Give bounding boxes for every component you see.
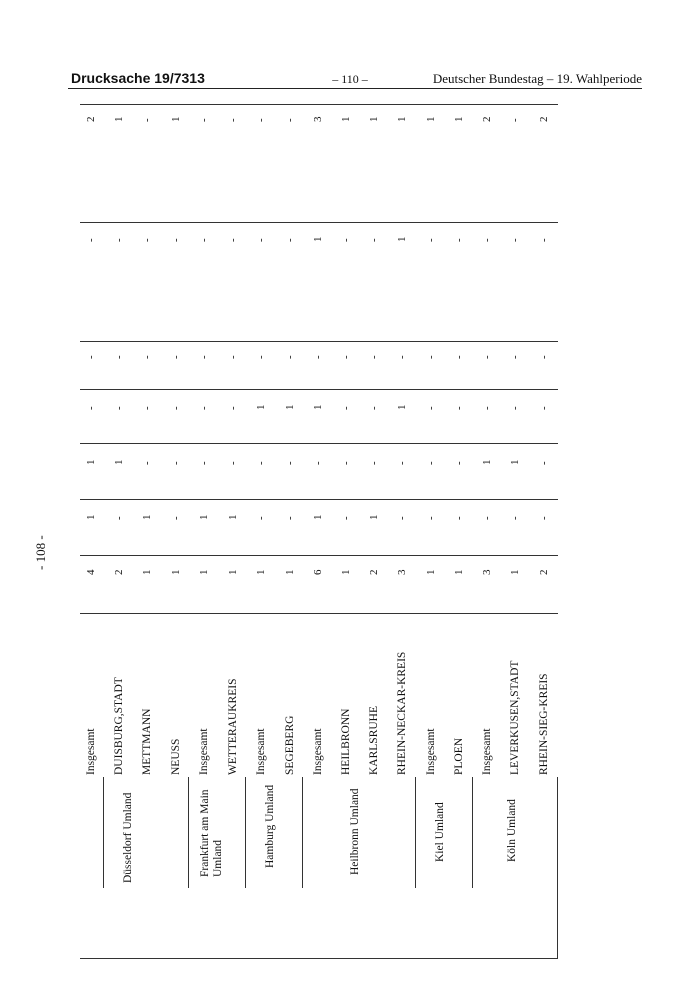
table-cell: 1 — [227, 514, 239, 520]
row-label: Insgesamt — [255, 728, 267, 775]
table-cell: 1 — [396, 116, 408, 122]
table-cell: - — [538, 461, 550, 465]
table-cell: 1 — [368, 116, 380, 122]
row-label: LEVERKUSEN,STADT — [509, 660, 521, 775]
table-cell: - — [170, 516, 182, 520]
table-cell: 1 — [368, 514, 380, 520]
table-cell: 2 — [538, 116, 550, 122]
table-cell: 1 — [85, 459, 97, 465]
table-cell: - — [340, 461, 352, 465]
table-cell: - — [538, 516, 550, 520]
table-cell: - — [538, 406, 550, 410]
table-cell: 1 — [255, 404, 267, 410]
table-cell: - — [396, 461, 408, 465]
table-cell: - — [113, 516, 125, 520]
table-cell: 6 — [312, 569, 324, 575]
table-cell: 1 — [284, 404, 296, 410]
row-label: Insgesamt — [85, 728, 97, 775]
table-cell: 1 — [227, 569, 239, 575]
table-cell: - — [340, 516, 352, 520]
table-cell: - — [453, 461, 465, 465]
table-cell: - — [396, 355, 408, 359]
group-label: Hamburg Umland — [264, 784, 276, 868]
table-cell: 1 — [284, 569, 296, 575]
table-cell: - — [141, 355, 153, 359]
group-label: Düsseldorf Umland — [122, 792, 134, 883]
table-cell: - — [198, 238, 210, 242]
table-cell: - — [85, 238, 97, 242]
table-cell: - — [509, 118, 521, 122]
row-label: NEUSS — [170, 738, 182, 775]
table-cell: - — [113, 355, 125, 359]
table-cell: 1 — [509, 569, 521, 575]
table-cell: - — [198, 355, 210, 359]
table-cell: - — [538, 238, 550, 242]
table-cell: - — [227, 238, 239, 242]
header-rule — [68, 88, 642, 89]
table-cell: - — [481, 355, 493, 359]
table-cell: - — [255, 516, 267, 520]
table-cell: - — [340, 238, 352, 242]
table-cell: - — [481, 406, 493, 410]
table-cell: - — [170, 238, 182, 242]
table-cell: - — [368, 355, 380, 359]
table-cell: - — [425, 355, 437, 359]
table-rule-7 — [80, 613, 558, 614]
table-cell: - — [255, 461, 267, 465]
table-cell: - — [284, 238, 296, 242]
table-cell: - — [227, 118, 239, 122]
row-label: WETTERAUKREIS — [227, 678, 239, 775]
row-label: Insgesamt — [425, 728, 437, 775]
table-cell: - — [509, 406, 521, 410]
table-cell: 2 — [481, 116, 493, 122]
table-cell: - — [340, 406, 352, 410]
table-cell: - — [453, 238, 465, 242]
table-cell: 1 — [198, 569, 210, 575]
table-cell: - — [509, 238, 521, 242]
table-cell: 3 — [396, 569, 408, 575]
table-cell: - — [368, 238, 380, 242]
table-cell: - — [425, 238, 437, 242]
group-divider — [188, 777, 189, 888]
group-label: Frankfurt am Main Umland — [199, 789, 224, 877]
table-cell: 1 — [113, 459, 125, 465]
row-label: Insgesamt — [198, 728, 210, 775]
table-cell: - — [198, 461, 210, 465]
table-cell: - — [453, 406, 465, 410]
row-label: HEILBRONN — [340, 708, 352, 775]
page-number: – 110 – — [332, 72, 368, 86]
table-cell: - — [113, 238, 125, 242]
row-label: Insgesamt — [312, 728, 324, 775]
table-cell: - — [141, 461, 153, 465]
table-cell: - — [141, 406, 153, 410]
table-cell: - — [425, 406, 437, 410]
table-cell: - — [198, 118, 210, 122]
table-cell: - — [227, 461, 239, 465]
table-cell: - — [284, 118, 296, 122]
row-label: RHEIN-SIEG-KREIS — [538, 673, 550, 775]
table-cell: - — [284, 516, 296, 520]
table-cell: 3 — [312, 116, 324, 122]
group-divider — [103, 777, 104, 888]
table-cell: - — [368, 461, 380, 465]
table-cell: - — [255, 355, 267, 359]
table-cell: 2 — [538, 569, 550, 575]
side-page-number: - 108 - — [33, 535, 48, 570]
table-cell: 1 — [340, 116, 352, 122]
document-number-value: 7313 — [173, 70, 205, 86]
table-cell: - — [312, 461, 324, 465]
table-cell: - — [312, 355, 324, 359]
row-label: METTMANN — [141, 708, 153, 775]
table-cell: 4 — [85, 569, 97, 575]
table-cell: - — [113, 406, 125, 410]
row-label: SEGEBERG — [284, 715, 296, 775]
table-cell: 3 — [481, 569, 493, 575]
table-cell: - — [538, 355, 550, 359]
table-cell: 1 — [255, 569, 267, 575]
table-cell: - — [425, 461, 437, 465]
table-cell: - — [481, 238, 493, 242]
table-cell: - — [509, 355, 521, 359]
table-cell: - — [170, 406, 182, 410]
table-bottom-border — [80, 958, 558, 959]
table-cell: 1 — [453, 116, 465, 122]
table-cell: - — [481, 516, 493, 520]
table-cell: - — [198, 406, 210, 410]
document-number-prefix: Drucksache 19/ — [71, 70, 174, 86]
table-right-border — [557, 777, 558, 958]
table-cell: - — [227, 355, 239, 359]
group-label: Heilbronn Umland — [349, 788, 361, 875]
group-label: Kiel Umland — [434, 802, 446, 862]
table-cell: - — [141, 118, 153, 122]
table-cell: 1 — [509, 459, 521, 465]
table-cell: 1 — [453, 569, 465, 575]
table-cell: 1 — [198, 514, 210, 520]
table-cell: - — [284, 355, 296, 359]
table-cell: - — [453, 516, 465, 520]
group-divider — [245, 777, 246, 888]
row-label: RHEIN-NECKAR-KREIS — [396, 651, 408, 775]
row-label: Insgesamt — [481, 728, 493, 775]
group-divider — [472, 777, 473, 888]
table-cell: 1 — [425, 569, 437, 575]
table-cell: - — [340, 355, 352, 359]
table-cell: - — [170, 355, 182, 359]
table-cell: - — [396, 516, 408, 520]
table-cell: 1 — [396, 236, 408, 242]
table-cell: - — [227, 406, 239, 410]
publication-title: Deutscher Bundestag – 19. Wahlperiode — [432, 71, 642, 86]
table-cell: - — [141, 238, 153, 242]
table-cell: 1 — [170, 116, 182, 122]
table-cell: 1 — [396, 404, 408, 410]
group-divider — [415, 777, 416, 888]
table-cell: 1 — [312, 236, 324, 242]
table-cell: 2 — [85, 116, 97, 122]
table-cell: 2 — [368, 569, 380, 575]
table-cell: - — [284, 461, 296, 465]
group-divider — [302, 777, 303, 888]
table-cell: - — [255, 118, 267, 122]
table-cell: 1 — [170, 569, 182, 575]
table-cell: - — [170, 461, 182, 465]
row-label: DUISBURG,STADT — [113, 677, 125, 775]
table-cell: 1 — [141, 514, 153, 520]
table-cell: 1 — [312, 514, 324, 520]
table-cell: 1 — [312, 404, 324, 410]
row-label: KARLSRUHE — [368, 705, 380, 775]
table-cell: 2 — [113, 569, 125, 575]
table-cell: - — [368, 406, 380, 410]
table-cell: - — [255, 238, 267, 242]
table-cell: 1 — [141, 569, 153, 575]
table-cell: - — [425, 516, 437, 520]
table-cell: 1 — [425, 116, 437, 122]
table-cell: 1 — [481, 459, 493, 465]
table-cell: 1 — [113, 116, 125, 122]
table-cell: 1 — [85, 514, 97, 520]
table-cell: - — [453, 355, 465, 359]
table-cell: - — [85, 355, 97, 359]
row-label: PLOEN — [453, 737, 465, 775]
table-cell: 1 — [340, 569, 352, 575]
table-cell: - — [85, 406, 97, 410]
group-label: Köln Umland — [506, 799, 518, 862]
table-cell: - — [509, 516, 521, 520]
